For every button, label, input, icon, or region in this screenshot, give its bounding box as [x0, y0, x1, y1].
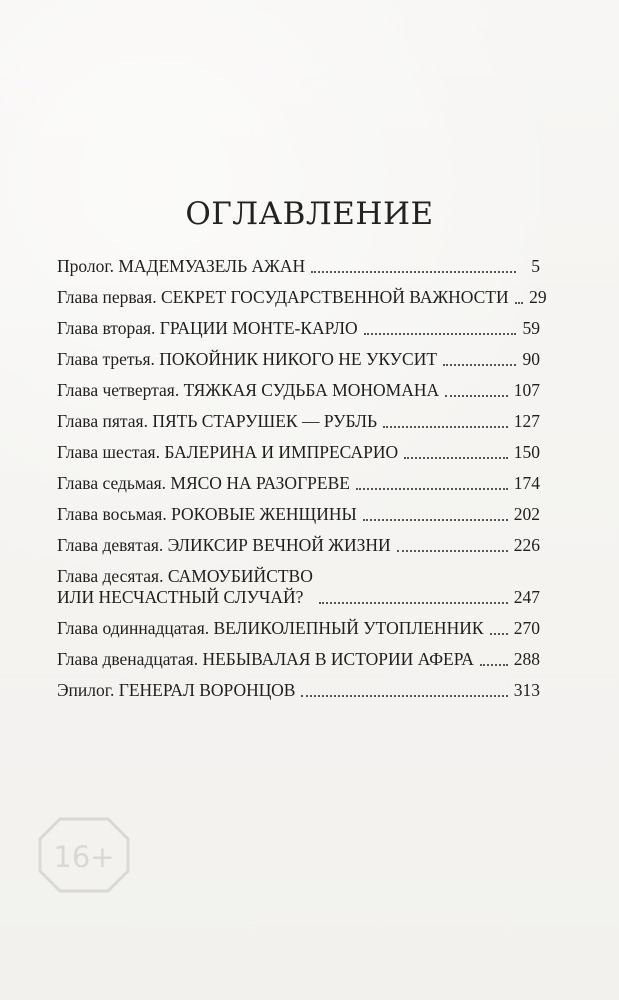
toc-item-chapter-12: [57, 649, 540, 670]
toc-item-chapter-10: [57, 566, 540, 608]
toc-label: Глава третья. ПОКОЙНИК НИКОГО НЕ УКУСИТ: [57, 349, 438, 369]
toc-label: Глава одиннадцатая. ВЕЛИКОЛЕПНЫЙ УТОПЛЕННИК: [57, 618, 484, 638]
toc-leader-dots: [383, 426, 508, 428]
toc-label: Глава восьмая. РОКОВЫЕ ЖЕНЩИНЫ: [57, 504, 357, 524]
toc-page-number: 226: [513, 535, 540, 555]
toc-leader-dots: [319, 602, 508, 604]
toc-item-chapter-11: [57, 618, 540, 639]
age-rating-stamp: [38, 817, 130, 893]
toc-leader-dots: [515, 302, 523, 304]
toc-leader-dots: [480, 664, 508, 666]
toc-page-number: 90: [522, 349, 540, 369]
age-rating-text: 16+: [53, 840, 115, 874]
toc-leader-dots: [311, 271, 516, 273]
toc-leader-dots: [490, 633, 508, 635]
toc-item-prologue: [57, 256, 540, 277]
toc-page-number: 288: [513, 649, 540, 669]
toc-item-chapter-1: [57, 287, 547, 308]
toc-page-number: 29: [529, 287, 547, 307]
toc-page-number: 313: [513, 680, 540, 700]
toc-leader-dots: [397, 550, 508, 552]
toc-item-chapter-3: [57, 349, 540, 370]
toc-item-epilogue: [57, 680, 540, 701]
toc-item-chapter-9: [57, 535, 540, 556]
toc-item-chapter-7: [57, 473, 540, 494]
page-title: ОГЛАВЛЕНИЕ: [185, 196, 434, 232]
toc-item-chapter-8: [57, 504, 540, 525]
toc-label: Пролог. МАДЕМУАЗЕЛЬ АЖАН: [57, 256, 306, 276]
toc-page-number: 174: [513, 473, 540, 493]
toc-page-number: 247: [513, 587, 540, 607]
toc-leader-dots: [445, 395, 508, 397]
toc-item-chapter-4: [57, 380, 540, 401]
toc-label: Глава седьмая. МЯСО НА РАЗОГРЕВЕ: [57, 473, 350, 493]
toc-label: Глава вторая. ГРАЦИИ МОНТЕ-КАРЛО: [57, 318, 358, 338]
toc-label: Глава первая. СЕКРЕТ ГОСУДАРСТВЕННОЙ ВАЖНОСТИ: [57, 287, 509, 307]
toc-page-number: 202: [513, 504, 540, 524]
toc-label: Глава девятая. ЭЛИКСИР ВЕЧНОЙ ЖИЗНИ: [57, 535, 391, 555]
toc-page-number: 5: [531, 256, 540, 276]
toc-label-line-1: Глава десятая. САМОУБИЙСТВО: [57, 566, 313, 586]
toc-item-chapter-2: [57, 318, 540, 339]
toc-page-number: 150: [513, 442, 540, 462]
toc-leader-dots: [364, 333, 516, 335]
toc-page-number: 107: [513, 380, 540, 400]
toc-page-number: 127: [513, 411, 540, 431]
toc-page-number: 59: [522, 318, 540, 338]
toc-leader-dots: [363, 519, 508, 521]
toc-label: Глава двенадцатая. НЕБЫВАЛАЯ В ИСТОРИИ АФЕРА: [57, 649, 474, 669]
table-of-contents: [57, 256, 547, 711]
toc-leader-dots: [301, 695, 507, 697]
toc-page-number: 270: [513, 618, 540, 638]
toc-label: Глава пятая. ПЯТЬ СТАРУШЕК — РУБЛЬ: [57, 411, 378, 431]
toc-label: Глава шестая. БАЛЕРИНА И ИМПРЕСАРИО: [57, 442, 399, 462]
toc-leader-dots: [443, 364, 516, 366]
toc-item-chapter-5: [57, 411, 540, 432]
toc-label-multiline: [57, 566, 313, 608]
toc-leader-dots: [404, 457, 508, 459]
toc-label: Эпилог. ГЕНЕРАЛ ВОРОНЦОВ: [57, 680, 296, 700]
toc-leader-dots: [356, 488, 508, 490]
toc-item-chapter-6: [57, 442, 540, 463]
toc-label: Глава четвертая. ТЯЖКАЯ СУДЬБА МОНОМАНА: [57, 380, 440, 400]
toc-label-line-2: ИЛИ НЕСЧАСТНЫЙ СЛУЧАЙ?: [57, 587, 304, 607]
